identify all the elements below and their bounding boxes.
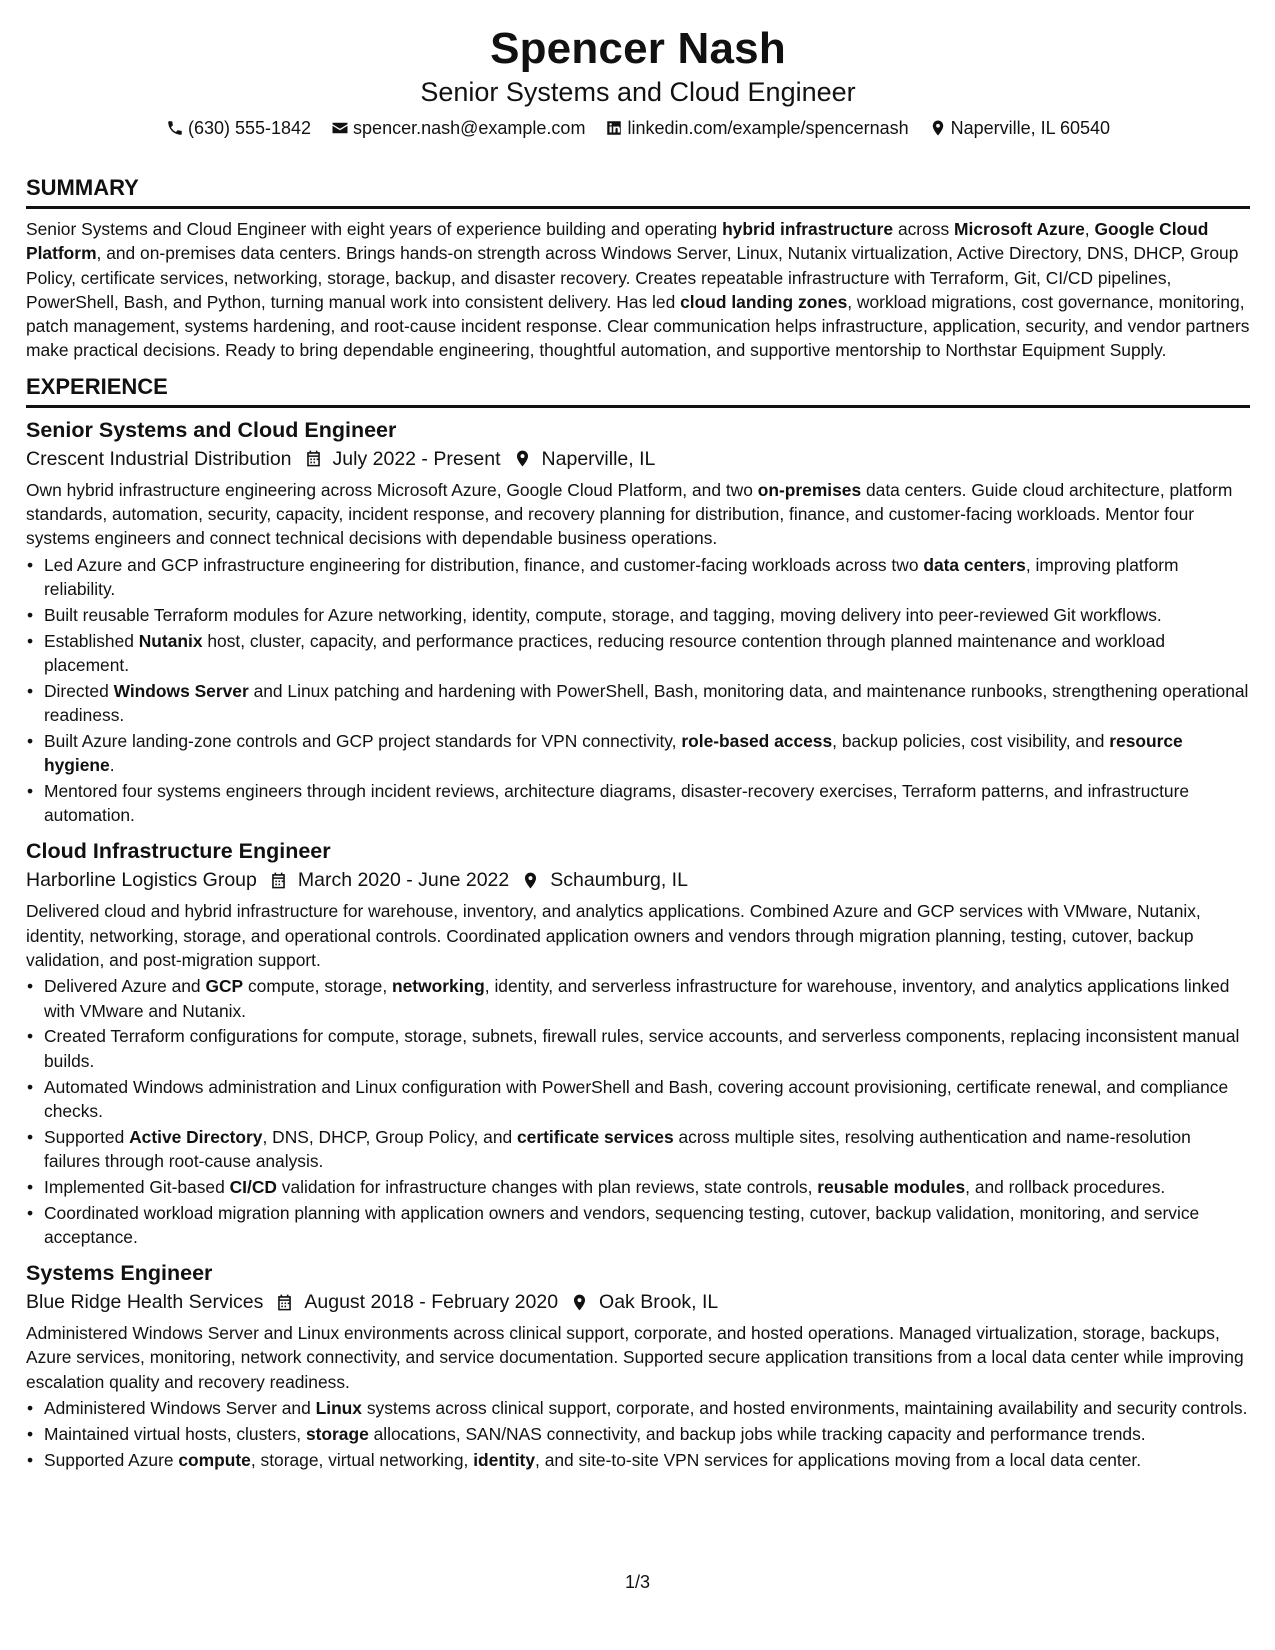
job-meta — [26, 1287, 1250, 1317]
job-meta — [26, 444, 1250, 474]
job-title: Systems Engineer — [26, 1261, 213, 1286]
contact-bar — [26, 114, 1250, 142]
map-pin-icon — [513, 449, 532, 468]
job-bullet: • Supported Active Directory, DNS, DHCP, Group Policy, and certificate services across multiple sites, resolving authentication and name-resolution failures through root-cause analysis. — [44, 1125, 1250, 1174]
job-location: Schaumburg, IL — [550, 869, 688, 892]
resume-page — [26, 22, 1250, 1482]
job-bullet: • Mentored four systems engineers through incident reviews, architecture diagrams, disaster-recovery exercises, Terraform patterns, and infrastructure automation. — [44, 779, 1250, 828]
job-bullet: • Established Nutanix host, cluster, capacity, and performance practices, reducing resource contention through planned maintenance and workload placement. — [44, 629, 1250, 678]
contact-location — [929, 114, 1110, 142]
summary-section — [26, 174, 1250, 363]
bold-keyword: Windows Server — [113, 680, 249, 701]
contact-location-text: Naperville, IL 60540 — [950, 118, 1111, 138]
candidate-headline: Senior Systems and Cloud Engineer — [420, 77, 856, 107]
page-number: 1/3 — [624, 1572, 651, 1592]
job-location: Naperville, IL — [541, 447, 656, 470]
map-pin-icon — [570, 1293, 589, 1312]
job-summary: Delivered cloud and hybrid infrastructure for warehouse, inventory, and analytics applications. Combined Azure and GCP services with VMware, Nutanix, identity, networking, storage, and operational controls. Coordinated application owners and vendors through migration planning, testing, cutover, backup validation, and post-migration support. — [26, 901, 1201, 971]
bold-keyword: Active Directory — [129, 1126, 263, 1147]
contact-linkedin[interactable] — [605, 114, 908, 142]
bold-keyword: on-premises — [757, 479, 862, 500]
job-company: Crescent Industrial Distribution — [26, 447, 292, 470]
job-dates: July 2022 - Present — [332, 447, 501, 470]
bold-keyword: data centers — [923, 554, 1026, 575]
job-company: Blue Ridge Health Services — [26, 1291, 264, 1314]
contact-phone-text: (630) 555-1842 — [187, 118, 312, 138]
contact-phone — [166, 114, 311, 142]
job-bullet: • Led Azure and GCP infrastructure engineering for distribution, finance, and customer-facing workloads across two data centers, improving platform reliability. — [44, 553, 1250, 602]
contact-email-text[interactable]: spencer.nash@example.com — [353, 118, 586, 138]
bold-keyword: Linux — [315, 1397, 362, 1418]
experience-section — [26, 373, 1250, 1472]
bold-keyword: Nutanix — [138, 630, 203, 651]
job-dates: August 2018 - February 2020 — [304, 1291, 559, 1314]
job-meta — [26, 865, 1250, 895]
job-list — [26, 416, 1250, 1472]
job-bullet: • Maintained virtual hosts, clusters, storage allocations, SAN/NAS connectivity, and backup jobs while tracking capacity and performance trends. — [44, 1422, 1250, 1446]
bold-keyword: reusable modules — [817, 1176, 966, 1197]
bold-keyword: storage — [305, 1423, 369, 1444]
bold-keyword: resource hygiene — [44, 730, 1183, 776]
job-company: Harborline Logistics Group — [26, 869, 257, 892]
job-summary: Administered Windows Server and Linux environments across clinical support, corporate, and hosted operations. Managed virtualization, storage, backups, Azure services, monitoring, network connectivity, and service documentation. Supported secure application transitions from a local data center while improving escalation quality and recovery readiness. — [26, 1323, 1244, 1392]
job-entry — [26, 837, 1250, 1249]
job-bullet: • Coordinated workload migration planning with application owners and vendors, sequencing testing, cutover, backup validation, monitoring, and service acceptance. — [44, 1201, 1250, 1250]
calendar-icon — [269, 871, 288, 890]
bold-keyword: cloud landing zones — [680, 291, 848, 312]
candidate-name: Spencer Nash — [490, 24, 786, 73]
job-entry — [26, 1259, 1250, 1472]
job-bullet: • Automated Windows administration and Linux configuration with PowerShell and Bash, covering account provisioning, certificate renewal, and compliance checks. — [44, 1075, 1250, 1124]
job-title: Cloud Infrastructure Engineer — [26, 839, 331, 864]
bold-keyword: identity — [473, 1449, 536, 1470]
job-bullet: • Administered Windows Server and Linux systems across clinical support, corporate, and hosted environments, maintaining availability and security controls. — [44, 1396, 1250, 1420]
job-title: Senior Systems and Cloud Engineer — [26, 417, 397, 442]
job-entry — [26, 416, 1250, 828]
job-bullet: • Built Azure landing-zone controls and GCP project standards for VPN connectivity, role-based access, backup policies, cost visibility, and resource hygiene. — [44, 729, 1250, 778]
experience-heading: EXPERIENCE — [26, 373, 168, 399]
job-bullet: • Implemented Git-based CI/CD validation for infrastructure changes with plan reviews, state controls, reusable modules, and rollback procedures. — [44, 1175, 1250, 1199]
map-pin-icon — [929, 119, 947, 137]
job-bullets — [26, 974, 1250, 1249]
summary-heading: SUMMARY — [26, 175, 139, 200]
job-bullets — [26, 553, 1250, 828]
bold-keyword: hybrid infrastructure — [722, 219, 894, 239]
experience-divider — [26, 405, 1250, 408]
job-bullet: • Delivered Azure and GCP compute, storage, networking, identity, and serverless infrastructure for warehouse, inventory, and analytics applications linked with VMware and Nutanix. — [44, 974, 1250, 1023]
bold-keyword: GCP — [205, 976, 244, 997]
job-dates: March 2020 - June 2022 — [297, 869, 510, 892]
job-bullet: • Supported Azure compute, storage, virtual networking, identity, and site-to-site VPN services for applications moving from a local data center. — [44, 1448, 1250, 1472]
contact-email[interactable] — [331, 114, 585, 142]
phone-icon — [166, 119, 184, 137]
calendar-icon — [275, 1293, 294, 1312]
bold-keyword: Google Cloud Platform — [26, 219, 1209, 264]
job-bullet: • Built reusable Terraform modules for Azure networking, identity, compute, storage, and tagging, moving delivery into peer-reviewed Git workflows. — [44, 603, 1250, 627]
contact-linkedin-text[interactable]: linkedin.com/example/spencernash — [627, 118, 909, 138]
bold-keyword: networking — [392, 976, 485, 997]
bold-keyword: certificate services — [517, 1126, 674, 1147]
map-pin-icon — [521, 871, 540, 890]
bold-keyword: Microsoft Azure — [954, 219, 1085, 239]
envelope-icon — [331, 119, 349, 137]
job-bullet: • Directed Windows Server and Linux patching and hardening with PowerShell, Bash, monitoring data, and maintenance runbooks, strengthening operational readiness. — [44, 679, 1250, 728]
job-bullet: • Created Terraform configurations for compute, storage, subnets, firewall rules, service accounts, and serverless components, replacing inconsistent manual builds. — [44, 1024, 1250, 1073]
bold-keyword: role-based access — [681, 730, 833, 751]
job-location: Oak Brook, IL — [599, 1291, 719, 1314]
summary-text: Senior Systems and Cloud Engineer with eight years of experience building and operating hybrid infrastructure across Microsoft Azure, Google Cloud Platform, and on-premises data centers. Brings hands-on strength across Windows Server, Linux, Nutanix virtualization, Active Directory, DNS, DHCP, Group Policy, certificate services, networking, storage, backup, and disaster recovery. Creates repeatable infrastructure with Terraform, Git, CI/CD pipelines, PowerShell, Bash, and Python, turning manual work into consistent delivery. Has led cloud landing zones, workload migrations, cost governance, monitoring, patch management, systems hardening, and root-cause incident response. Clear communication helps infrastructure, application, security, and vendor partners make practical decisions. Ready to bring dependable engineering, thoughtful automation, and supportive mentorship to Northstar Equipment Supply. — [26, 219, 1250, 361]
summary-divider — [26, 206, 1250, 209]
job-summary: Own hybrid infrastructure engineering across Microsoft Azure, Google Cloud Platform, and two on-premises data centers. Guide cloud architecture, platform standards, automation, security, capacity, incident response, and recovery planning for distribution, finance, and customer-facing workloads. Mentor four systems engineers and connect technical decisions with dependable business operations. — [26, 479, 1233, 549]
calendar-icon — [304, 449, 323, 468]
linkedin-icon — [605, 119, 623, 137]
bold-keyword: CI/CD — [229, 1176, 277, 1197]
bold-keyword: compute — [178, 1449, 251, 1470]
job-bullets — [26, 1396, 1250, 1472]
